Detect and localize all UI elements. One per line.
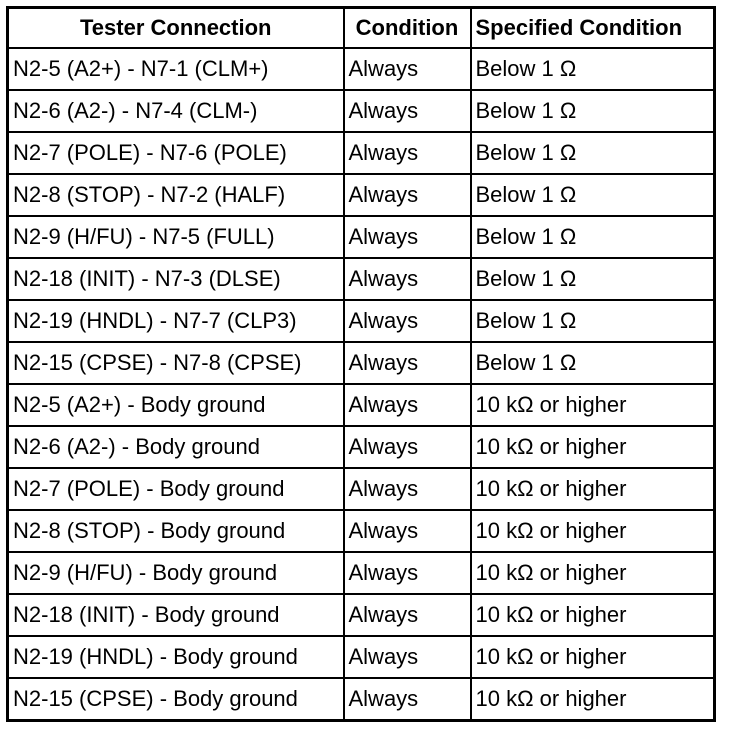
specified-condition-cell: 10 kΩ or higher [471,426,715,468]
table-row [8,258,715,300]
specified-condition-cell: 10 kΩ or higher [471,510,715,552]
condition-cell: Always [344,132,471,174]
tester-connection-cell: N2-19 (HNDL) - N7-7 (CLP3) [8,300,344,342]
table-row [8,90,715,132]
header-condition: Condition [344,8,471,49]
specified-condition-cell: Below 1 Ω [471,48,715,90]
table-header-row [8,8,715,49]
tester-connection-cell: N2-5 (A2+) - N7-1 (CLM+) [8,48,344,90]
specified-condition-cell: Below 1 Ω [471,258,715,300]
condition-cell: Always [344,216,471,258]
resistance-check-table [6,6,716,722]
table-row [8,552,715,594]
condition-cell: Always [344,426,471,468]
specified-condition-cell: Below 1 Ω [471,216,715,258]
condition-cell: Always [344,174,471,216]
condition-cell: Always [344,552,471,594]
table-row [8,132,715,174]
tester-connection-cell: N2-9 (H/FU) - Body ground [8,552,344,594]
resistance-table-container [6,6,716,722]
header-specified-condition: Specified Condition [471,8,715,49]
condition-cell: Always [344,636,471,678]
specified-condition-cell: Below 1 Ω [471,90,715,132]
specified-condition-cell: Below 1 Ω [471,174,715,216]
specified-condition-cell: 10 kΩ or higher [471,678,715,721]
tester-connection-cell: N2-6 (A2-) - N7-4 (CLM-) [8,90,344,132]
condition-cell: Always [344,468,471,510]
table-row [8,174,715,216]
specified-condition-cell: 10 kΩ or higher [471,384,715,426]
specified-condition-cell: 10 kΩ or higher [471,468,715,510]
table-row [8,48,715,90]
tester-connection-cell: N2-15 (CPSE) - Body ground [8,678,344,721]
condition-cell: Always [344,384,471,426]
condition-cell: Always [344,594,471,636]
specified-condition-cell: Below 1 Ω [471,342,715,384]
tester-connection-cell: N2-5 (A2+) - Body ground [8,384,344,426]
table-row [8,678,715,721]
condition-cell: Always [344,678,471,721]
tester-connection-cell: N2-15 (CPSE) - N7-8 (CPSE) [8,342,344,384]
tester-connection-cell: N2-7 (POLE) - Body ground [8,468,344,510]
condition-cell: Always [344,300,471,342]
table-row [8,468,715,510]
tester-connection-cell: N2-7 (POLE) - N7-6 (POLE) [8,132,344,174]
specified-condition-cell: 10 kΩ or higher [471,552,715,594]
table-row [8,594,715,636]
tester-connection-cell: N2-9 (H/FU) - N7-5 (FULL) [8,216,344,258]
condition-cell: Always [344,510,471,552]
tester-connection-cell: N2-18 (INIT) - Body ground [8,594,344,636]
specified-condition-cell: 10 kΩ or higher [471,636,715,678]
tester-connection-cell: N2-19 (HNDL) - Body ground [8,636,344,678]
table-row [8,342,715,384]
table-row [8,216,715,258]
condition-cell: Always [344,90,471,132]
condition-cell: Always [344,258,471,300]
tester-connection-cell: N2-18 (INIT) - N7-3 (DLSE) [8,258,344,300]
table-row [8,300,715,342]
specified-condition-cell: Below 1 Ω [471,300,715,342]
table-row [8,510,715,552]
table-row [8,384,715,426]
specified-condition-cell: 10 kΩ or higher [471,594,715,636]
specified-condition-cell: Below 1 Ω [471,132,715,174]
condition-cell: Always [344,342,471,384]
table-row [8,636,715,678]
header-tester-connection: Tester Connection [8,8,344,49]
condition-cell: Always [344,48,471,90]
tester-connection-cell: N2-8 (STOP) - Body ground [8,510,344,552]
tester-connection-cell: N2-8 (STOP) - N7-2 (HALF) [8,174,344,216]
table-row [8,426,715,468]
tester-connection-cell: N2-6 (A2-) - Body ground [8,426,344,468]
table-body [8,48,715,721]
